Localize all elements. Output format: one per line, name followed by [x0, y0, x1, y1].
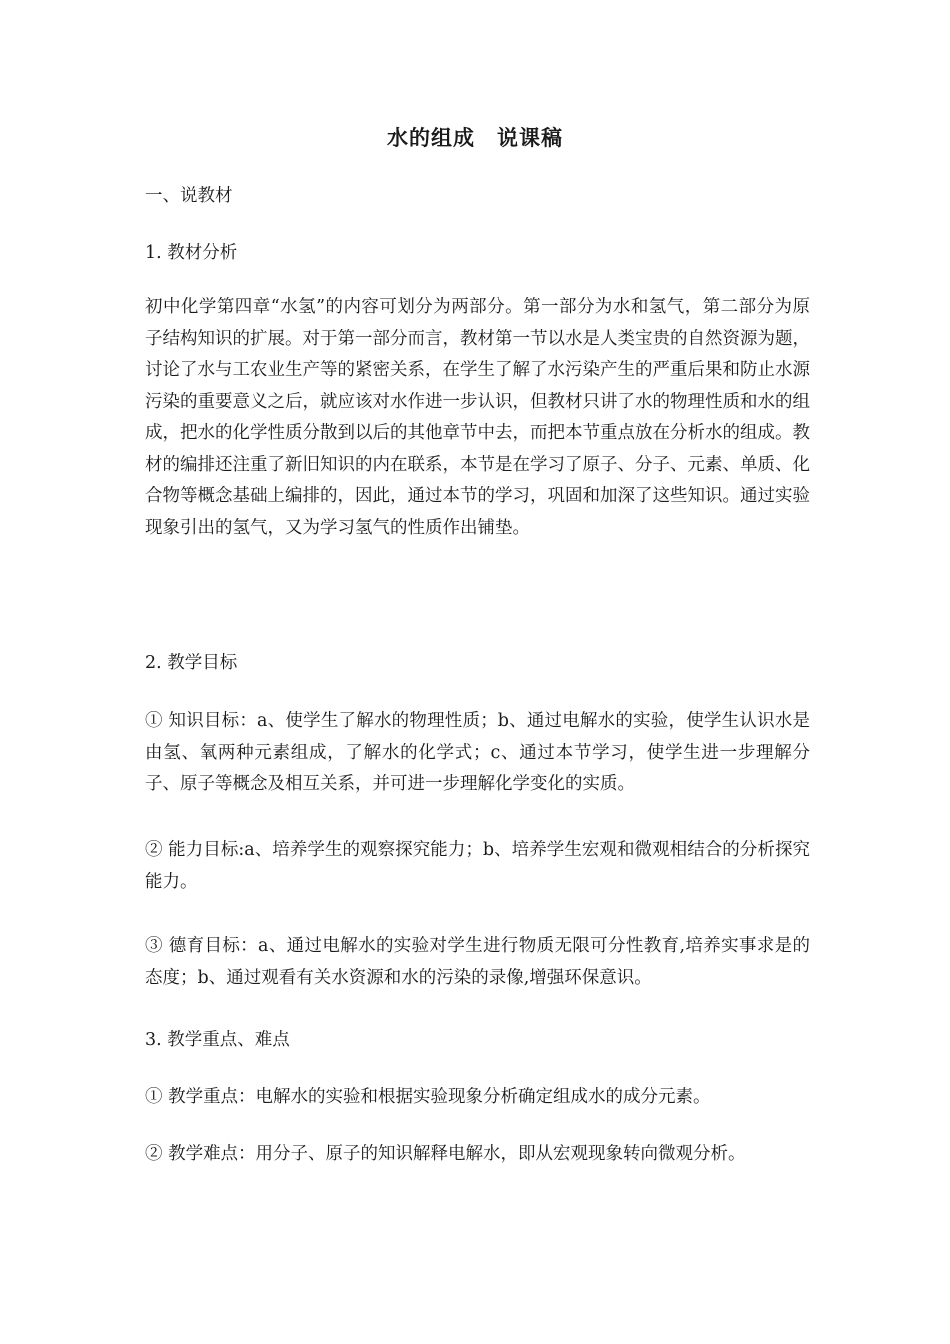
- paragraph-difficult-point: ② 教学难点：用分子、原子的知识解释电解水，即从宏观现象转向微观分析。: [145, 1144, 746, 1164]
- paragraph-textbook-analysis: 初中化学第四章“水氢”的内容可划分为两部分。第一部分为水和氢气，第二部分为原子结构知识的扩展。对于第一部分而言，教材第一节以水是人类宝贵的自然资源为题，讨论了水与工农业生产等的紧密关系，在学生了解了水污染产生的严重后果和防止水源污染的重要意义之后，就应该对水作进一步认识，但教材只讲了水的物理性质和水的组成，把水的化学性质分散到以后的其他章节中去，而把本节重点放在分析水的组成。教材的编排还注重了新旧知识的内在联系，本节是在学习了原子、分子、元素、单质、化合物等概念基础上编排的，因此，通过本节的学习，巩固和加深了这些知识。通过实验现象引出的氢气，又为学习氢气的性质作出铺垫。: [145, 297, 810, 538]
- subsection-heading-analysis: 1. 教材分析: [145, 243, 238, 263]
- paragraph-knowledge-goal: ① 知识目标：a、使学生了解水的物理性质；b、通过电解水的实验，使学生认识水是由氢、氧两种元素组成，了解水的化学式；c、通过本节学习，使学生进一步理解分子、原子等概念及相互关系，并可进一步理解化学变化的实质。: [145, 711, 810, 794]
- subsection-heading-key-difficult: 3. 教学重点、难点: [145, 1030, 290, 1050]
- paragraph-moral-goal: ③ 德育目标：a、通过电解水的实验对学生进行物质无限可分性教育,培养实事求是的态度；b、通过观看有关水资源和水的污染的录像,增强环保意识。: [145, 936, 810, 988]
- paragraph-ability-goal: ② 能力目标:a、培养学生的观察探究能力；b、培养学生宏观和微观相结合的分析探究能力。: [145, 840, 810, 892]
- document-title: 水的组成 说课稿: [387, 126, 563, 150]
- subsection-heading-goals: 2. 教学目标: [145, 653, 238, 673]
- paragraph-key-point: ① 教学重点：电解水的实验和根据实验现象分析确定组成水的成分元素。: [145, 1087, 711, 1107]
- section-heading-textbook: 一、说教材: [145, 186, 233, 206]
